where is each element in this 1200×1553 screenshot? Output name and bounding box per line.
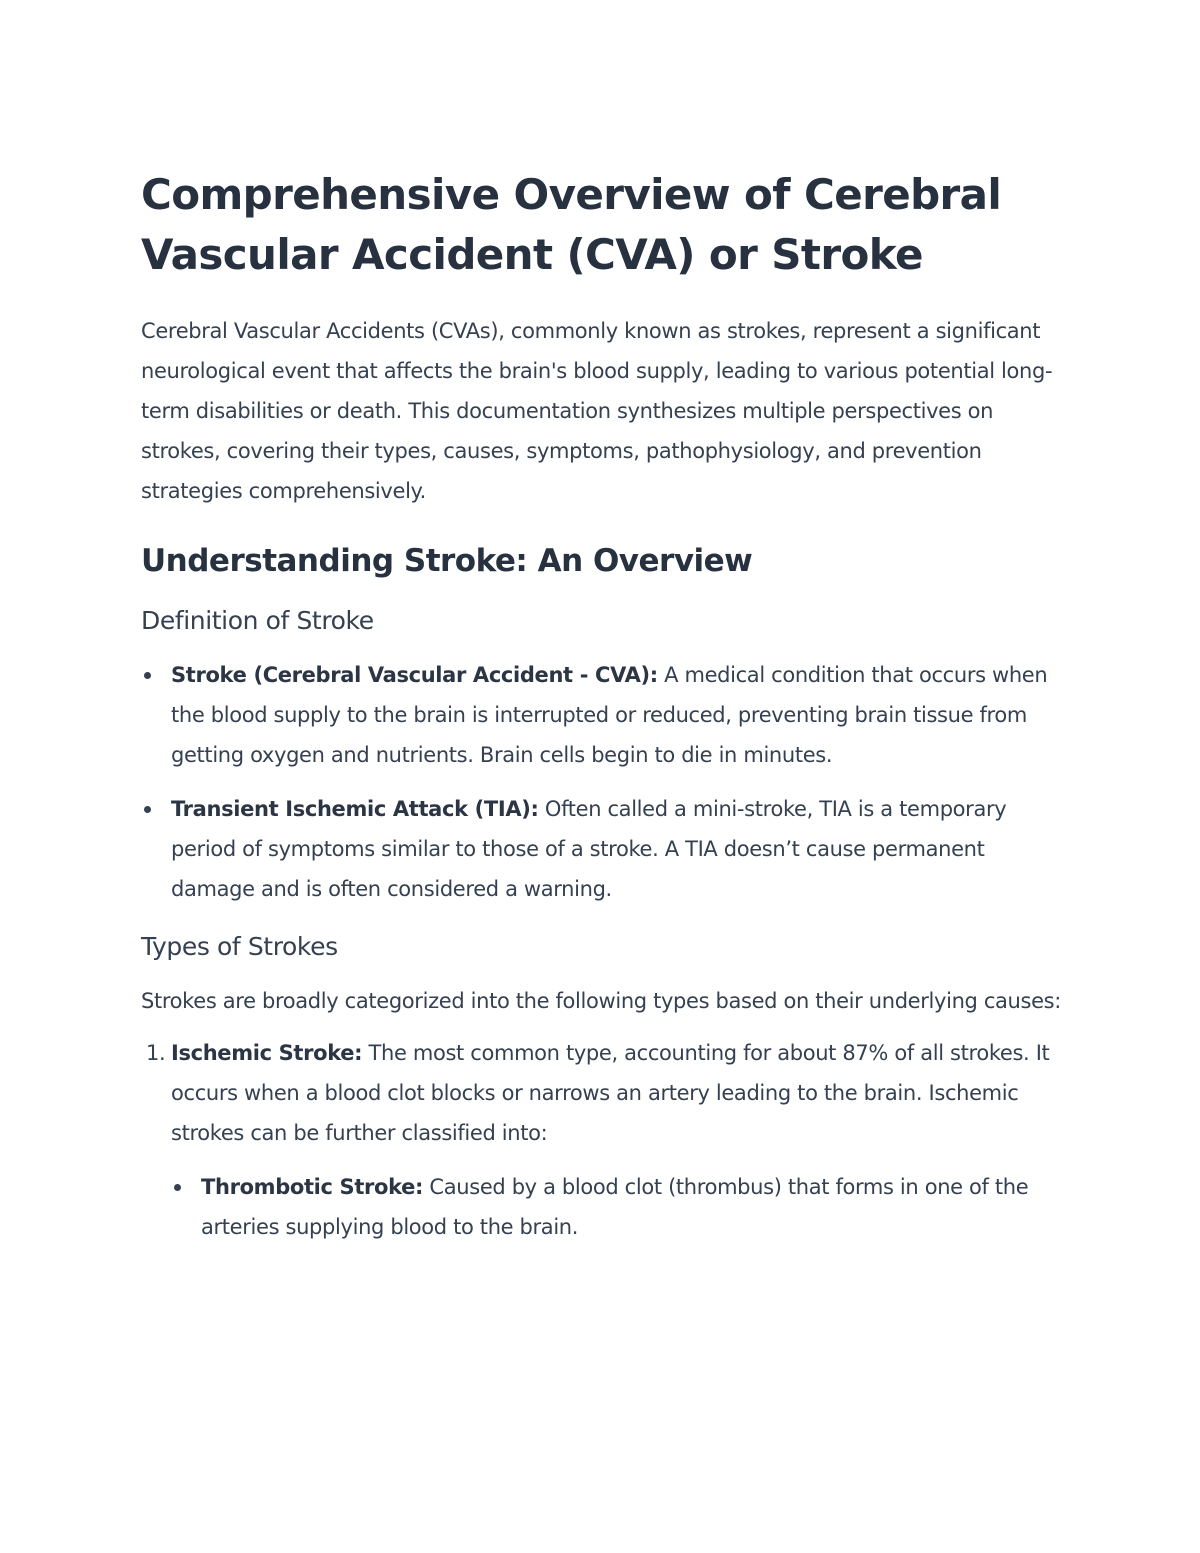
definition-text: Often called a mini-stroke, TIA is a temporary period of symptoms similar to those of a stroke. A TIA doesn’t cause permanent damage and is often considered a warning. [171,797,1007,901]
definition-item-tia [141,789,1061,909]
definition-term: Stroke (Cerebral Vascular Accident - CVA): [171,663,658,687]
stroke-type-item-ischemic [141,1033,1061,1247]
subheading-types-of-strokes: Types of Strokes [141,932,338,961]
subtype-term: Thrombotic Stroke: [201,1175,424,1199]
bullet-icon [144,672,151,679]
subtype-text: Caused by a blood clot (thrombus) that forms in one of the arteries supplying blood to the brain. [201,1175,1029,1239]
bullet-icon [174,1184,181,1191]
definition-term: Transient Ischemic Attack (TIA): [171,797,539,821]
stroke-type-term: Ischemic Stroke: [171,1041,363,1065]
ischemic-subtypes-list [171,1167,1061,1247]
document-title: Comprehensive Overview of Cerebral Vascular Accident (CVA) or Stroke [141,170,1002,279]
list-number: 1. [146,1041,166,1065]
stroke-types-list [141,1033,1061,1247]
bullet-icon [144,806,151,813]
section-heading-understanding-stroke: Understanding Stroke: An Overview [141,543,753,579]
types-intro-paragraph: Strokes are broadly categorized into the following types based on their underlying causes: [141,989,1061,1013]
subheading-definition-of-stroke: Definition of Stroke [141,606,374,635]
definition-text: A medical condition that occurs when the blood supply to the brain is interrupted or reduced, preventing brain tissue from getting oxygen and nutrients. Brain cells begin to die in minutes. [171,663,1048,767]
intro-paragraph: Cerebral Vascular Accidents (CVAs), commonly known as strokes, represent a significant neurological event that affects the brain's blood supply, leading to various potential long-term disabilities or death. This documentation synthesizes multiple perspectives on strokes, covering their types, causes, symptoms, pathophysiology, and prevention strategies comprehensively. [141,319,1053,503]
document-page [141,165,1061,1261]
stroke-type-text: The most common type, accounting for about 87% of all strokes. It occurs when a blood clot blocks or narrows an artery leading to the brain. Ischemic strokes can be further classified into: [171,1041,1050,1145]
definition-list [141,655,1061,909]
definition-item-stroke [141,655,1061,775]
subtype-item-thrombotic [171,1167,1061,1247]
